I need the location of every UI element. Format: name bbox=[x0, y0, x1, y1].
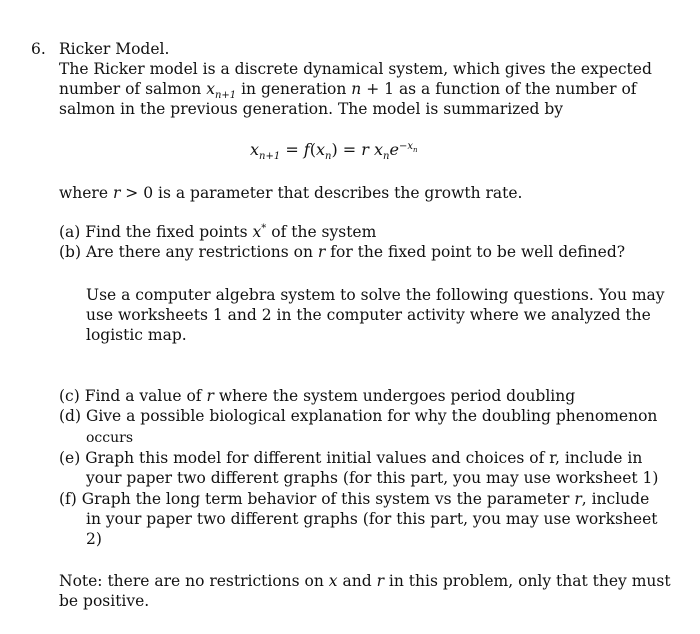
part-a-tail: of the system bbox=[271, 223, 377, 241]
part-c-post: where the system undergoes period doubling bbox=[218, 387, 576, 405]
part-a bbox=[59, 222, 376, 242]
ricker-equation: $x_{n+1} = f(x_n) = r$ $x_ne^{-x_n}$ bbox=[250, 140, 418, 163]
math-x-star: x* bbox=[252, 222, 267, 241]
math-r-note: r bbox=[376, 572, 384, 590]
part-b-text: (b) Are there any restrictions on bbox=[59, 243, 313, 261]
parameter-description bbox=[59, 183, 523, 203]
final-note-mid: and bbox=[342, 572, 372, 590]
final-note-line-2: be positive. bbox=[59, 592, 150, 610]
intro-line-2-start: number of salmon bbox=[59, 80, 202, 98]
intro-line-2-mid: in generation bbox=[241, 80, 347, 98]
part-e-line-2: your paper two different graphs (for this part, you may use worksheet 1) bbox=[86, 469, 659, 487]
intro-line-2 bbox=[59, 79, 637, 102]
math-r-c: r bbox=[206, 387, 214, 405]
part-f-line-2: in your paper two different graphs (for this part, you may use worksheet bbox=[86, 510, 658, 528]
math-x-note: x bbox=[328, 572, 338, 590]
part-f-post: , include bbox=[581, 490, 650, 508]
part-f-line-1 bbox=[59, 489, 649, 509]
math-r-gt-0: r > 0 bbox=[112, 184, 154, 202]
problem-number: 6. bbox=[31, 40, 46, 58]
part-b-tail: for the fixed point to be well defined? bbox=[330, 243, 626, 261]
math-r: r bbox=[317, 243, 326, 261]
math-n-plus-1: n + 1 bbox=[351, 80, 394, 98]
part-d-line-2: occurs bbox=[86, 430, 134, 446]
math-x-n-plus-1: $x_{n+1}$ bbox=[206, 80, 237, 102]
param-tail: is a parameter that describes the growth rate. bbox=[158, 184, 523, 202]
part-c bbox=[59, 386, 575, 406]
intro-line-2-end: as a function of the number of bbox=[398, 80, 637, 98]
part-b bbox=[59, 242, 625, 262]
intro-line-3: salmon in the previous generation. The model is summarized by bbox=[59, 100, 564, 118]
cas-note-line-1: Use a computer algebra system to solve the following questions. You may bbox=[86, 286, 665, 304]
math-r-f: r bbox=[574, 490, 582, 508]
final-note-line-1 bbox=[59, 571, 671, 591]
part-e-line-1: (e) Graph this model for different initial values and choices of r, include in bbox=[59, 449, 643, 467]
problem-title: Ricker Model. bbox=[59, 40, 170, 58]
part-f-pre: (f) Graph the long term behavior of this system vs the parameter bbox=[59, 490, 570, 508]
part-c-pre: (c) Find a value of bbox=[59, 387, 202, 405]
intro-line-1: The Ricker model is a discrete dynamical system, which gives the expected bbox=[59, 60, 652, 78]
part-f-line-3: 2) bbox=[86, 530, 102, 548]
param-where: where bbox=[59, 184, 109, 202]
final-note-post: in this problem, only that they must bbox=[388, 572, 671, 590]
part-a-text: (a) Find the fixed points bbox=[59, 223, 248, 241]
cas-note-line-2: use worksheets 1 and 2 in the computer activity where we analyzed the bbox=[86, 306, 651, 324]
cas-note-line-3: logistic map. bbox=[86, 326, 187, 344]
final-note-pre: Note: there are no restrictions on bbox=[59, 572, 324, 590]
part-d-line-1: (d) Give a possible biological explanation for why the doubling phenomenon bbox=[59, 407, 658, 425]
